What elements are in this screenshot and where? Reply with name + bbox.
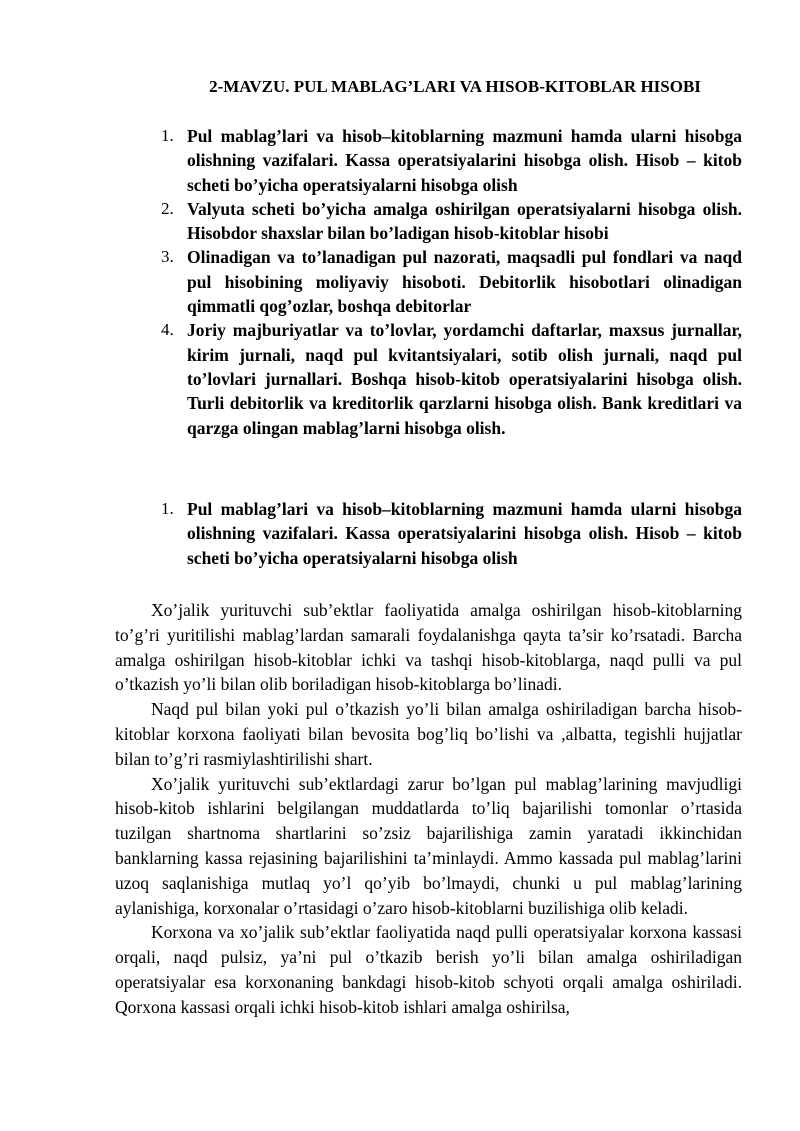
page-title: 2-MAVZU. PUL MABLAG’LARI VA HISOB-KITOBLAR HISOBI <box>209 77 701 96</box>
list-item <box>150 197 742 246</box>
paragraph: Xo’jalik yurituvchi sub’ektlar faoliyatida amalga oshirilgan hisob-kitoblarning to’g’ri yuritilishi mablag’lardan samarali foydalanishga qayta ta’sir ko’rsatadi. Barcha amalga oshirilgan hisob-kitoblar ichki va tashqi hisob-kitoblarga, naqd pulli va pul o’tkazish yo’li bilan olib boriladigan hisob-kitoblarga bo’linadi. <box>115 600 742 695</box>
paragraph: Korxona va xo’jalik sub’ektlar faoliyatida naqd pulli operatsiyalar korxona kassasi orqali, naqd pulsiz, ya’ni pul o’tkazib berish yo’li bilan amalga oshiriladigan operatsiyalar esa korxonaning bankdagi hisob-kitob schyoti orqali amalga oshiriladi. Qorxona kassasi orqali ichki hisob-kitob ishlari amalga oshirilsa, <box>115 922 742 1017</box>
list-number: 3. <box>161 247 174 267</box>
paragraph: Xo’jalik yurituvchi sub’ektlardagi zarur bo’lgan pul mablag’larining mavjudligi hisob-kitob ishlarini belgilangan muddatlarda to’liq bajarilishi tomonlar o’rtasida tuzilgan shartnoma shartlarini so’zsiz bajarilishiga zamin yaratadi ikkinchidan banklarning kassa rejasining bajarilishini ta’minlaydi. Ammo kassada pul mablag’larini uzoq saqlanishiga mutlaq yo’l qo’yib bo’lmaydi, chunki u pul mablag’larining aylanishiga, korxonalar o’rtasidagi o’zaro hisob-kitoblarni buzilishiga olib keladi. <box>115 773 742 918</box>
list-number: 4. <box>161 320 174 340</box>
section-heading <box>150 497 742 570</box>
list-item-text: Joriy majburiyatlar va to’lovlar, yordamchi daftarlar, maxsus jurnallar, kirim jurnali, naqd pul kvitantsiyalari, sotib olish jurnali, naqd pul to’lovlari jurnallari. Boshqa hisob-kitob operatsiyalarini hisobga olish. Turli debitorlik va kreditorlik qarzlarni hisobga olish. Bank kreditlari va qarzga olingan mablag’larni hisobga olish. <box>187 320 742 438</box>
list-item-text: Pul mablag’lari va hisob–kitoblarning mazmuni hamda ularni hisobga olishning vazifalari. Kassa operatsiyalarini hisobga olish. Hisob – kitob scheti bo’yicha operatsiyalarni hisobga olish <box>187 126 742 195</box>
body-text <box>115 598 742 1020</box>
section-heading-item <box>150 497 742 570</box>
topics-list <box>150 124 742 440</box>
list-number: 2. <box>161 198 174 218</box>
paragraph: Naqd pul bilan yoki pul o’tkazish yo’li bilan amalga oshiriladigan barcha hisob-kitoblar korxona faoliyati bilan bevosita bog’liq bo’lishi va ,albatta, tegishli hujjatlar bilan to’g’ri rasmiylashtirilishi shart. <box>115 699 742 769</box>
list-item-text: Olinadigan va to’lanadigan pul nazorati, maqsadli pul fondlari va naqd pul hisobining moliyaviy hisoboti. Debitorlik hisobotlari olinadigan qimmatli qog’ozlar, boshqa debitorlar <box>187 247 742 317</box>
section-heading-text: Pul mablag’lari va hisob–kitoblarning mazmuni hamda ularni hisobga olishning vazifalari. Kassa operatsiyalarini hisobga olish. Hisob – kitob scheti bo’yicha operatsiyalarni hisobga olish <box>187 499 742 568</box>
list-item <box>150 124 742 197</box>
list-item <box>150 245 742 318</box>
list-item-text: Valyuta scheti bo’yicha amalga oshirilgan operatsiyalarni hisobga olish. Hisobdor shaxslar bilan bo’ladigan hisob-kitoblar hisobi <box>187 198 742 244</box>
section-number: 1. <box>161 499 174 518</box>
list-number: 1. <box>161 126 174 145</box>
list-item <box>150 318 742 439</box>
